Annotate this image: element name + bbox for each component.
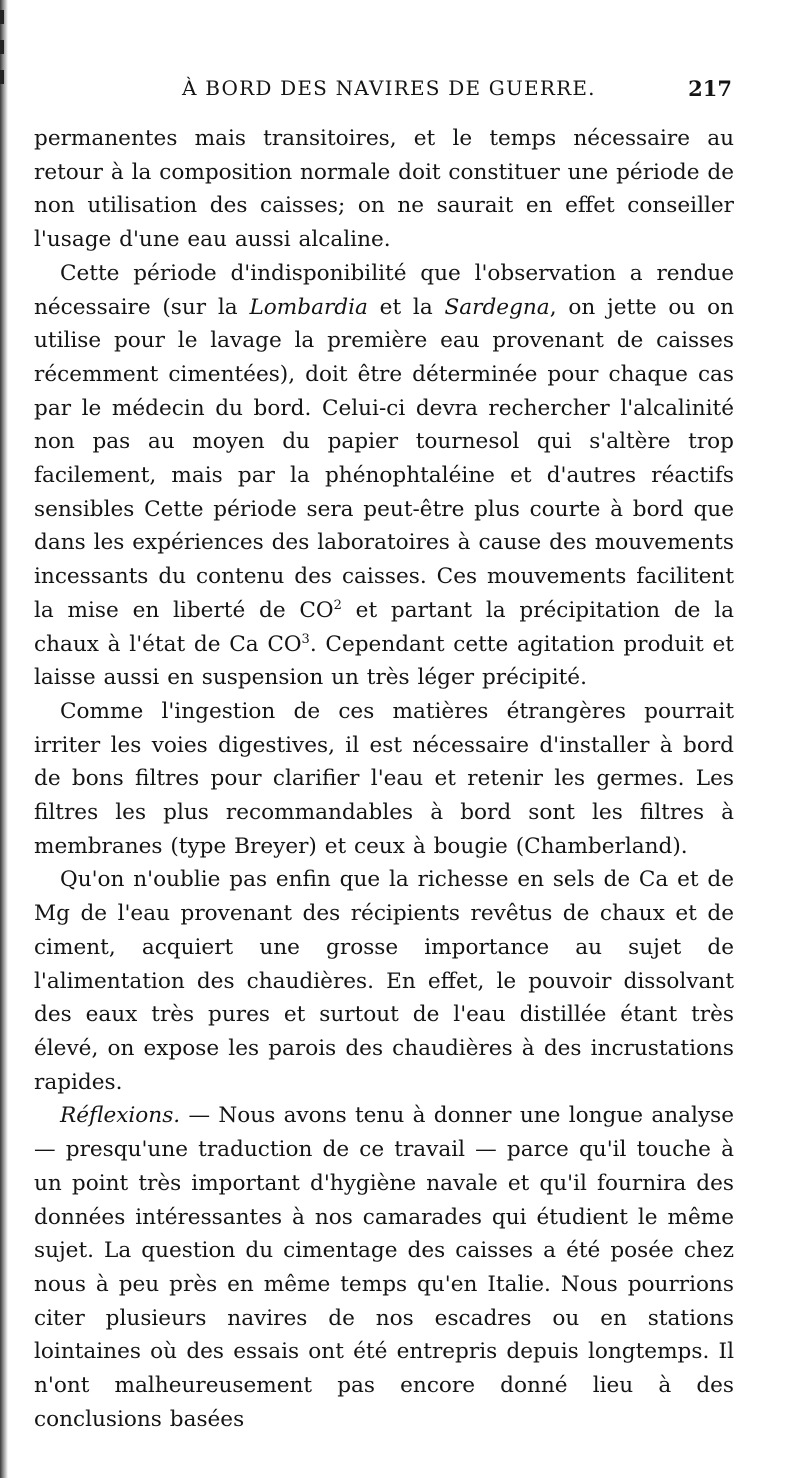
paragraph-text: — Nous avons tenu à donner une longue analyse — presqu'une traduction de ce travail — parce qu'il touche à un point très important d'hygiène navale et qu'il fournira des données intéressantes à nos camarades qui étudient le même sujet. La question du cimentage des caisses a été posée chez nous à peu près en même temps qu'en Italie. Nous pourrions citer plusieurs navires de nos escadres ou en stations lointaines où des essais ont été entrepris depuis longtemps. Il n'ont malheureusement pas encore donné lieu à des conclusions basées bbox=[34, 1103, 734, 1432]
paragraph-continued: permanentes mais transitoires, et le temps nécessaire au retour à la composition normale doit constituer une période de non utilisation des caisses; on ne saurait en effet conseiller l'usage d'une eau aussi alcaline. bbox=[34, 126, 734, 253]
paragraph-reflexions bbox=[34, 1099, 734, 1436]
paragraph-filters: Comme l'ingestion de ces matières étrangères pourrait irriter les voies digestives, il est nécessaire d'installer à bord de bons filtres pour clarifier l'eau et retenir les germes. Les filtres les plus recommandables à bord sont les filtres à membranes (type Breyer) et ceux à bougie (Chamberland). bbox=[34, 698, 734, 859]
paragraph-text: , on jette ou on utilise pour le lavage la première eau provenant de caisses récemment cimentées), doit être déterminée pour chaque cas par le médecin du bord. Celui-ci devra rechercher l'alcalinité non pas au moyen du papier tournesol qui s'altère trop facilement, mais par la phénophtaléine et d'autres réactifs sensibles Cette période sera peut-être plus courte à bord que dans les expériences des laboratoires à cause des mouvements incessants du contenu des caisses. Ces mouvements facilitent la mise en liberté de CO bbox=[34, 294, 734, 623]
section-lead-reflexions: Réflexions. bbox=[60, 1103, 181, 1129]
chemical-subscript: 2 bbox=[333, 597, 342, 613]
ship-name-lombardia: Lombardia bbox=[249, 294, 368, 320]
scan-binding-edge bbox=[0, 0, 8, 1478]
chemical-subscript: 3 bbox=[301, 631, 310, 647]
binding-mark bbox=[0, 10, 4, 24]
paragraph-text: . Cependant cette agitation produit et laisse aussi en suspension un très léger précipité. bbox=[34, 631, 734, 691]
paragraph-alkalinity-period bbox=[34, 257, 734, 695]
paragraph-text: et la bbox=[367, 294, 445, 320]
paragraph-boilers: Qu'on n'oublie pas enfin que la richesse en sels de Ca et de Mg de l'eau provenant des récipients revêtus de chaux et de ciment, acquiert une grosse importance au sujet de l'alimentation des chaudières. En effet, le pouvoir dissolvant des eaux très pures et surtout de l'eau distillée étant très élevé, on expose les parois des chaudières à des incrustations rapides. bbox=[34, 867, 734, 1095]
paragraph-text: et partant la précipitation de la chaux à l'état de Ca CO bbox=[34, 597, 735, 657]
book-page bbox=[34, 72, 734, 1436]
running-header bbox=[34, 72, 734, 112]
binding-mark bbox=[0, 40, 4, 54]
paragraph-text: Cette période d'indisponibilité que l'observation a rendue nécessaire (sur la bbox=[34, 260, 734, 320]
ship-name-sardegna: Sardegna bbox=[444, 294, 550, 320]
running-title: À BORD DES NAVIRES DE GUERRE. bbox=[182, 76, 596, 100]
page-number: 217 bbox=[688, 76, 732, 101]
body-text bbox=[34, 122, 734, 1436]
binding-mark bbox=[0, 70, 4, 84]
